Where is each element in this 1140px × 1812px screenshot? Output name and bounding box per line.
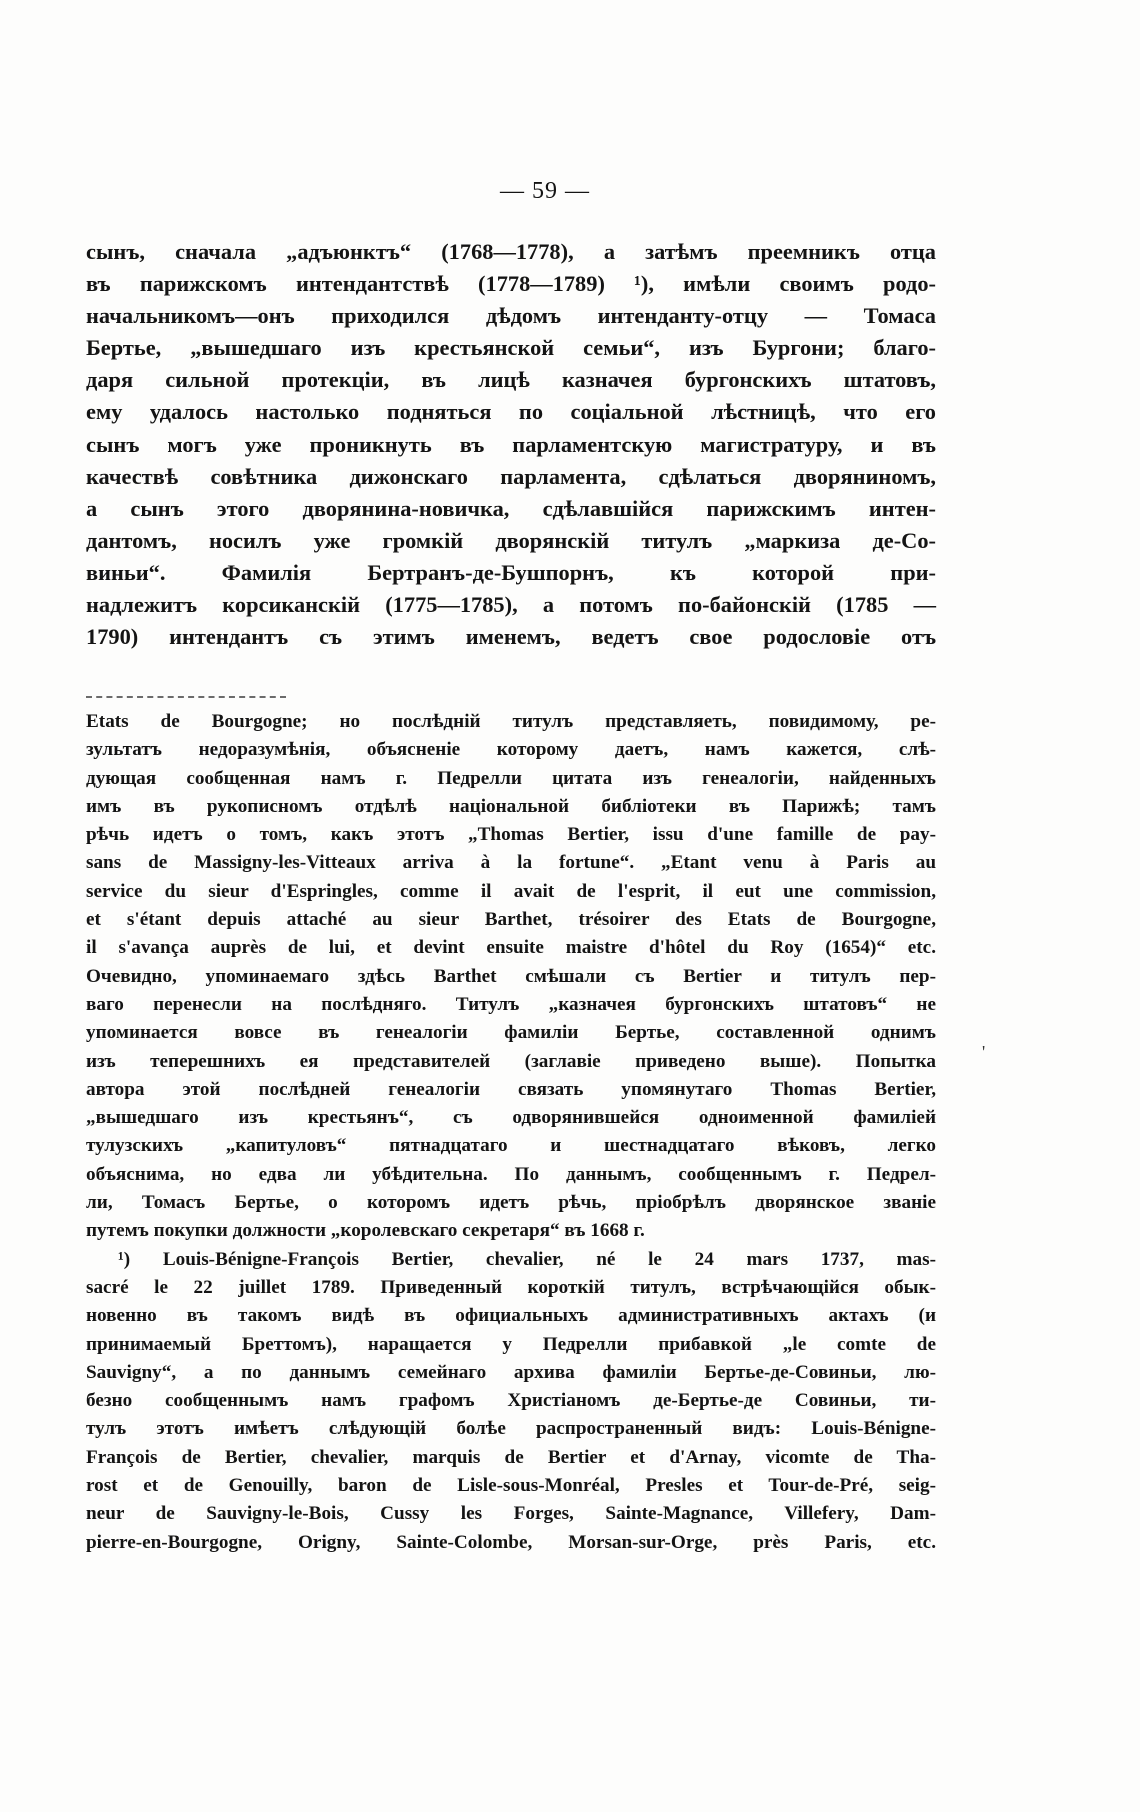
footnote-1-line: François de Bertier, chevalier, marquis de Bertier et d'Arnay, vicomte de Tha- — [86, 1446, 936, 1468]
note-line: Очевидно, упоминаемаго здѣсь Barthet смѣшали съ Bertier и титулъ пер- — [86, 965, 936, 987]
footnote-1-line: безно сообщеннымъ намъ графомъ Христіаномъ де-Бертье-де Совиньи, ти- — [86, 1390, 936, 1412]
note-line: Etats de Bourgogne; но послѣдній титулъ представляеть, повидимому, ре- — [86, 711, 936, 732]
stray-ink-mark: ' — [982, 1042, 986, 1062]
footnote-1-line: rost et de Genouilly, baron de Lisle-sous-Monréal, Presles et Tour-de-Pré, seig- — [86, 1475, 936, 1497]
note-line: зультатъ недоразумѣнія, объясненіе которому даетъ, намъ кажется, слѣ- — [86, 739, 936, 761]
note-line: дующая сообщенная намъ г. Педрелли цитата изъ генеалогіи, найденныхъ — [86, 767, 936, 789]
note-line: il s'avança auprès de lui, et devint ensuite maistre d'hôtel du Roy (1654)“ etc. — [86, 937, 936, 959]
page-number: — 59 — — [500, 178, 590, 204]
note-line: имъ въ рукописномъ отдѣлѣ національной библіотеки въ Парижѣ; тамъ — [86, 795, 936, 817]
footnote-1-line: новенно въ такомъ видѣ въ официальныхъ административныхъ актахъ (и — [86, 1305, 936, 1327]
footnote-separator-rule — [86, 696, 286, 698]
main-line: даря сильной протекціи, въ лицѣ казначея бургонскихъ штатовъ, — [86, 367, 936, 393]
note-line: ли, Томасъ Бертье, о которомъ идетъ рѣчь, пріобрѣлъ дворянское званіе — [86, 1192, 936, 1214]
main-line: надлежитъ корсиканскій (1775—1785), а потомъ по-байонскій (1785 — — [86, 592, 936, 618]
main-line: сынъ могъ уже проникнуть въ парламентскую магистратуру, и въ — [86, 431, 936, 457]
footnote-text — [86, 708, 936, 1557]
note-line: объяснима, но едва ли убѣдительна. По даннымъ, сообщеннымъ г. Педрел- — [86, 1163, 936, 1185]
footnote-1-line: принимаемый Бреттомъ), наращается у Педрелли прибавкой „le comte de — [86, 1333, 936, 1355]
note-line: путемъ покупки должности „королевскаго секретаря“ въ 1668 г. — [86, 1220, 645, 1242]
note-line: service du sieur d'Espringles, comme il avait de l'esprit, il eut une commission, — [86, 880, 936, 902]
note-line: рѣчь идетъ о томъ, какъ этотъ „Thomas Bertier, issu d'une famille de pay- — [86, 824, 936, 846]
note-line: „вышедшаго изъ крестьянъ“, съ одворянившейся одноименной фамиліей — [86, 1107, 936, 1129]
footnote-1-line: тулъ этотъ имѣетъ слѣдующій болѣе распространенный видъ: Louis-Bénigne- — [86, 1418, 936, 1440]
footnote-1-line: pierre-en-Bourgogne, Origny, Sainte-Colombe, Morsan-sur-Orge, près Paris, etc. — [86, 1531, 936, 1553]
note-line: ваго перенесли на послѣдняго. Титулъ „казначея бургонскихъ штатовъ“ не — [86, 993, 936, 1015]
footnote-1-line: sacré le 22 juillet 1789. Приведенный короткій титулъ, встрѣчающійся обык- — [86, 1276, 936, 1298]
note-line: sans de Massigny-les-Vitteaux arriva à la fortune“. „Etant venu à Paris au — [86, 852, 936, 874]
main-line: дантомъ, носилъ уже громкій дворянскій титулъ „маркиза де-Со- — [86, 527, 936, 553]
main-line: начальникомъ—онъ приходился дѣдомъ интенданту-отцу — Томаса — [86, 303, 936, 329]
main-line: сынъ, сначала „адъюнктъ“ (1768—1778), а затѣмъ преемникъ отца — [86, 239, 936, 264]
main-line: виньи“. Фамилія Бертранъ-де-Бушпорнъ, къ которой при- — [86, 559, 936, 585]
footnote-1-line: ¹) Louis-Bénigne-François Bertier, chevalier, né le 24 mars 1737, mas- — [118, 1248, 936, 1270]
main-line: качествѣ совѣтника дижонскаго парламента, сдѣлаться дворяниномъ, — [86, 463, 936, 489]
note-line: изъ теперешнихъ ея представителей (заглавіе приведено выше). Попытка — [86, 1050, 936, 1072]
main-line: въ парижскомъ интендантствѣ (1778—1789) ¹), имѣли своимъ родо- — [86, 271, 936, 297]
main-body-text — [86, 236, 936, 653]
main-line: а сынъ этого дворянина-новичка, сдѣлавшійся парижскимъ интен- — [86, 495, 936, 521]
main-line: ему удалось настолько подняться по соціальной лѣстницѣ, что его — [86, 399, 936, 425]
main-line: Бертье, „вышедшаго изъ крестьянской семьи“, изъ Бургони; благо- — [86, 335, 936, 361]
footnote-1-line: neur de Sauvigny-le-Bois, Cussy les Forges, Sainte-Magnance, Villefery, Dam- — [86, 1503, 936, 1525]
note-line: et s'étant depuis attaché au sieur Barthet, trésoirer des Etats de Bourgogne, — [86, 909, 936, 931]
footnote-1-line: Sauvigny“, а по даннымъ семейнаго архива фамиліи Бертье-де-Совиньи, лю- — [86, 1361, 936, 1383]
note-line: автора этой послѣдней генеалогіи связать упомянутаго Thomas Bertier, — [86, 1078, 936, 1100]
note-line: упоминается вовсе въ генеалогіи фамиліи Бертье, составленной однимъ — [86, 1022, 936, 1044]
main-line: 1790) интендантъ съ этимъ именемъ, ведетъ свое родословіе отъ — [86, 624, 936, 650]
note-line: тулузскихъ „капитуловъ“ пятнадцатаго и шестнадцатаго вѣковъ, легко — [86, 1135, 936, 1157]
